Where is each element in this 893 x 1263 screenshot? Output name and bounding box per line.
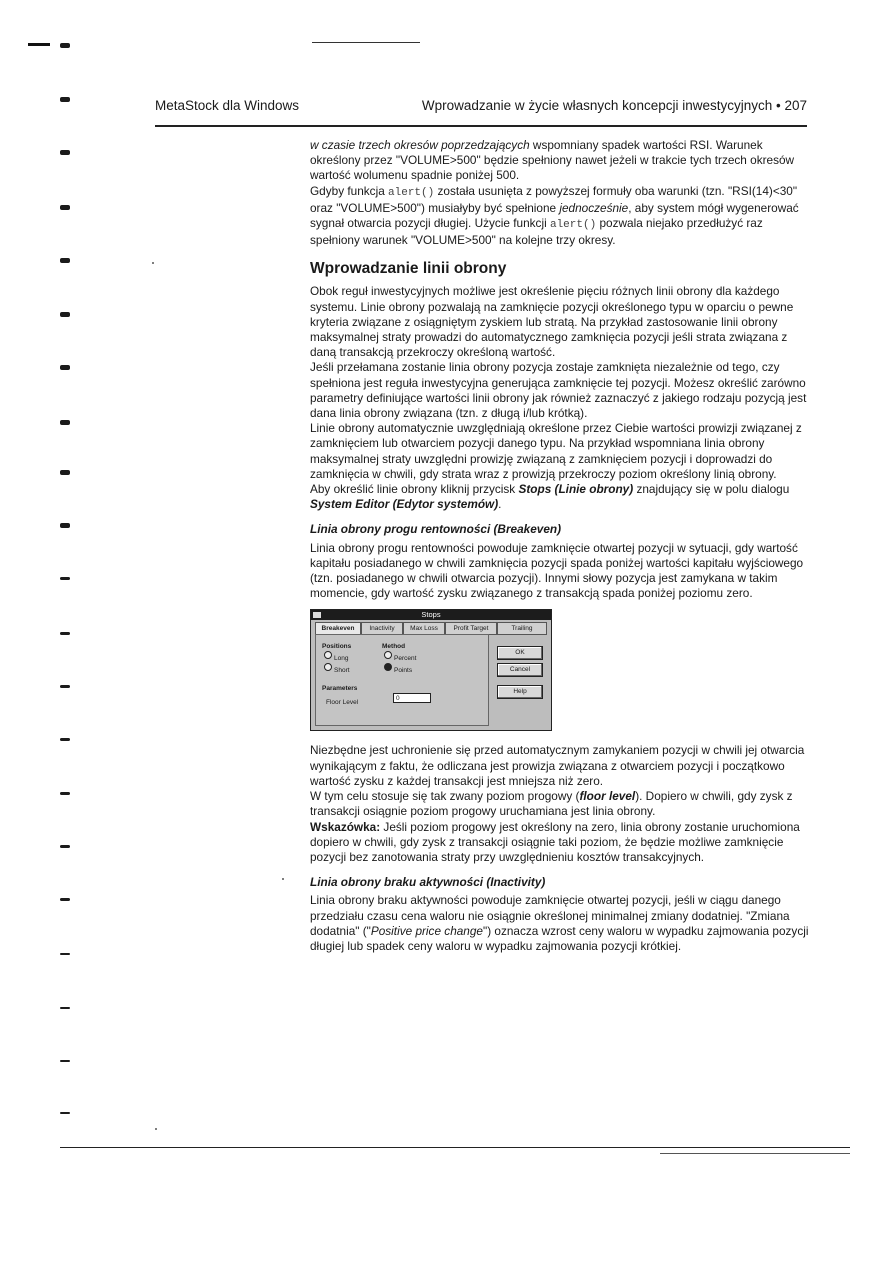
binder-hole [60, 953, 70, 955]
binder-hole [60, 312, 70, 317]
ok-button[interactable]: OK [497, 646, 543, 660]
binder-hole [60, 792, 70, 795]
section-paragraph-1: Obok reguł inwestycyjnych możliwe jest określenie pięciu różnych linii obrony dla każdego systemu. Linie obrony pozwalają na zamknięcie pozycji określonego typu w oparciu o pewne kryteria związane z osiągniętym zyskiem lub stratą. Na przykład zastosowanie linii obrony maksymalnej straty prowadzi do automatycznego zamknięcia pozycji jeśli strata związana z daną transakcją przekroczy określoną wartość. [310, 284, 794, 360]
percent-label: Percent [394, 655, 417, 663]
binder-hole [60, 738, 70, 741]
system-menu-icon [313, 612, 321, 618]
code-alert: alert() [388, 186, 435, 199]
page-body [310, 138, 815, 954]
dialog-title: Stops [311, 610, 551, 620]
binder-hole [60, 523, 70, 528]
points-radio[interactable] [384, 663, 392, 671]
method-label: Method [382, 643, 406, 651]
breakeven-paragraph-3: W tym celu stosuje się tak zwany poziom progowy (floor level). Dopiero w chwili, gdy zysk z transakcji osiągnie poziom progowy uruchamiana jest linia obrony. [310, 789, 793, 819]
binder-hole [60, 420, 70, 425]
binder-hole [60, 258, 70, 263]
scan-speck [282, 878, 284, 880]
binder-hole [60, 365, 70, 370]
binder-hole [60, 97, 70, 102]
binder-hole [60, 1007, 70, 1009]
binder-hole [60, 1112, 70, 1114]
intro-paragraph-1: w czasie trzech okresów poprzedzających wspomniany spadek wartości RSI. Warunek określony przez "VOLUME>500" będzie spełniony nawet jeżeli w trakcie tych trzech okresów wartość wolumenu spadnie poniżej 500. [310, 138, 795, 183]
scan-mark [28, 43, 50, 46]
binder-hole [60, 1060, 70, 1062]
binder-hole [60, 845, 70, 848]
binder-hole [60, 632, 70, 635]
percent-radio[interactable] [384, 651, 392, 659]
parameters-label: Parameters [322, 685, 358, 693]
section-paragraph-3: Linie obrony automatycznie uwzględniają określone przez Ciebie wartości prowizji związanej z zamknięciem lub otwarciem pozycji danego typu. Na przykład wspomniana linia obrony maksymalnej straty uwzględni prowizję związaną z zamknięciem pozycji i doprowadzi do zamknięcia w chwili, gdy strata wraz z prowizją przekroczy poziom określony linią obrony. [310, 421, 802, 481]
tab-trailing[interactable]: Trailing [497, 622, 547, 635]
tab-max-loss[interactable]: Max Loss [403, 622, 445, 635]
bottom-rule-short [660, 1153, 850, 1154]
header-chapter-title: Wprowadzanie w życie własnych koncepcji inwestycyjnych • 207 [421, 98, 807, 113]
binder-hole [60, 205, 70, 210]
dialog-tabs [315, 622, 547, 634]
tip-label: Wskazówka: [310, 819, 381, 834]
stops-dialog-screenshot [310, 609, 552, 731]
intro-paragraph-2: Gdyby funkcja alert() została usunięta z powyższej formuły oba warunki (tzn. "RSI(14)<30" oraz "VOLUME>500") musiałyby być spełnione jednocześnie, aby system mógł wygenerować sygnał otwarcia pozycji długiej. Użycie funkcji alert() pozwala niejako przedłużyć raz spełniony warunek "VOLUME>500" na kolejne trzy okresy. [310, 183, 799, 248]
binder-hole [60, 150, 70, 155]
breakeven-paragraph-1: Linia obrony progu rentowności powoduje zamknięcie otwartej pozycji w sytuacji, gdy wartość kapitału posiadanego w chwili zamknięcia pozycji spada poniżej wartości kapitału wyjściowego (tzn. posiadanego w chwili otwarcia pozycji). Innymi słowy pozycja jest zamykana w takim momencie, gdy wartość zysku związanego z transakcją spada poniżej poziomu zero. [310, 540, 804, 601]
tip-paragraph: Wskazówka: Jeśli poziom progowy jest określony na zero, linia obrony zostanie uruchomiona dopiero w chwili, gdy zysk z transakcji osiągnie taki poziom, że będzie możliwe zamknięcie pozycji bez zanotowania straty przy uwzględnieniu kosztów transakcyjnych. [310, 819, 800, 864]
tab-breakeven[interactable]: Breakeven [315, 622, 361, 635]
breakeven-paragraph-2: Niezbędne jest uchronienie się przed automatycznym zamykaniem pozycji w chwili jej otwarcia wynikającym z faktu, że odliczana jest prowizja związana z otwarciem pozycji i początkowo wartość zysku z każdej transakcji jest mniejsza niż zero. [310, 743, 805, 788]
help-button[interactable]: Help [497, 685, 543, 699]
positions-label: Positions [322, 643, 352, 651]
short-checkbox[interactable] [324, 663, 332, 671]
tab-inactivity[interactable]: Inactivity [361, 622, 403, 635]
binder-hole [60, 577, 70, 580]
code-alert: alert() [549, 219, 597, 232]
section-paragraph-4: Aby określić linie obrony kliknij przycisk Stops (Linie obrony) znajdujący się w polu dialogu System Editor (Edytor systemów). [310, 482, 790, 512]
binder-hole [60, 898, 70, 901]
running-header [155, 98, 807, 120]
section-heading: Wprowadzanie linii obrony [310, 260, 507, 278]
long-checkbox[interactable] [324, 651, 332, 659]
binder-hole [60, 685, 70, 688]
long-label: Long [334, 655, 349, 663]
binder-hole [60, 470, 70, 475]
scan-speck [155, 1128, 157, 1130]
floor-level-input[interactable]: 0 [393, 693, 431, 703]
cancel-button[interactable]: Cancel [497, 663, 543, 677]
inactivity-heading: Linia obrony braku aktywności (Inactivity) [310, 875, 546, 890]
breakeven-heading: Linia obrony progu rentowności (Breakeven) [310, 522, 562, 537]
header-book-title: MetaStock dla Windows [155, 98, 300, 113]
header-rule [155, 125, 807, 127]
points-label: Points [394, 667, 413, 675]
bottom-rule [60, 1147, 850, 1148]
floor-level-label: Floor Level [326, 699, 359, 707]
top-rule [312, 42, 420, 43]
section-paragraph-2: Jeśli przełamana zostanie linia obrony pozycja zostaje zamknięta niezależnie od tego, czy spełniona jest reguła inwestycyjna generująca zamknięcie tej pozycji. Możesz określić zarówno parametry definiujące wartości linii obrony jak również zaznaczyć z jakiego rodzaju pozycją jest dana linia obrony związana (tzn. z długą i/lub krótką). [310, 360, 807, 421]
breakeven-panel [315, 634, 489, 726]
scan-speck [152, 262, 154, 264]
inactivity-paragraph-1: Linia obrony braku aktywności powoduje zamknięcie otwartej pozycji, jeśli w ciągu danego przedziału czasu cena waloru nie osiągnie określonej minimalnej zmiany dodatniej. "Zmiana dodatnia" ("Positive price change") oznacza wzrost ceny waloru w wypadku zajmowania pozycji długiej lub spadek ceny waloru w wypadku zajmowania pozycji krótkiej. [310, 893, 809, 953]
tab-profit-target[interactable]: Profit Target [445, 622, 497, 635]
binder-hole [60, 43, 70, 48]
short-label: Short [334, 667, 350, 675]
